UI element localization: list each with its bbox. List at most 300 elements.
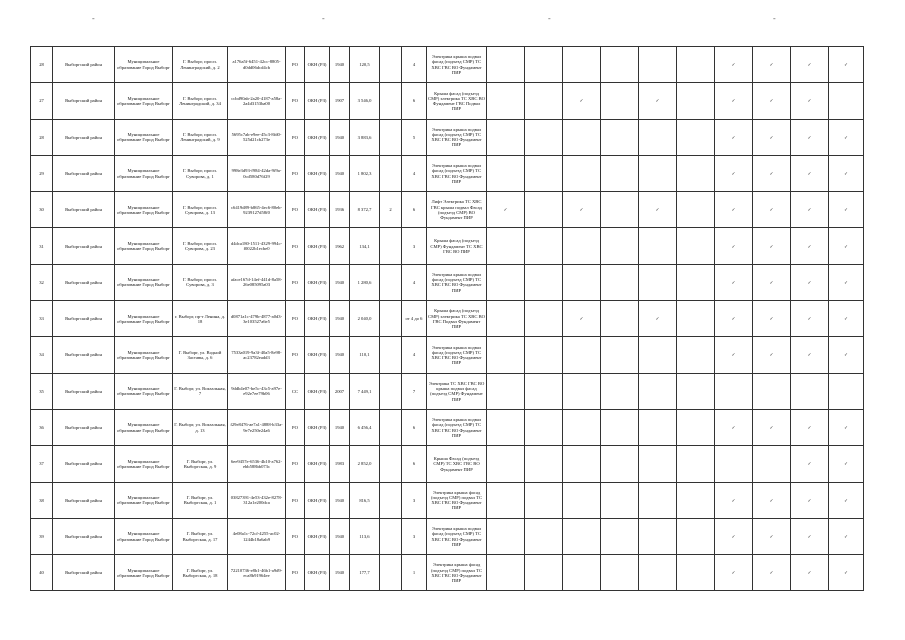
district-cell: Выборгский район xyxy=(53,192,115,228)
floors-cell: 6 xyxy=(402,83,427,119)
municipality-cell: Муниципальное образование Город Выборг xyxy=(115,119,173,155)
scan-mark: - xyxy=(322,14,325,23)
check-cell xyxy=(753,482,791,518)
checkmark-icon: ✓ xyxy=(844,570,848,576)
check-cell xyxy=(487,482,525,518)
fias-code-cell: ccbd90ab-2a20-4187-a58a-2a4d3153ba00 xyxy=(228,83,286,119)
extra-cell xyxy=(380,119,402,155)
housing-register-table xyxy=(30,46,864,591)
check-cell xyxy=(715,409,753,445)
checkmark-icon: ✓ xyxy=(769,497,774,503)
table-row xyxy=(31,228,864,264)
municipality-cell: Муниципальное образование Город Выборг xyxy=(115,301,173,337)
check-cell xyxy=(601,192,639,228)
checkmark-icon: ✓ xyxy=(731,279,736,285)
row-number: 37 xyxy=(31,446,53,482)
area-cell: 1 280,6 xyxy=(350,264,380,300)
check-cell xyxy=(677,409,715,445)
extra-cell xyxy=(380,446,402,482)
works-list-cell: Электрика крыша фасад (подъезд СМР) подвал ТС ХВС ГВС ВО Фундамент ПИР xyxy=(427,555,487,591)
extra-cell xyxy=(380,518,402,554)
district-cell: Выборгский район xyxy=(53,155,115,191)
year-cell: 1940 xyxy=(330,555,350,591)
check-cell xyxy=(639,518,677,554)
scan-mark: - xyxy=(92,14,95,23)
checkmark-icon: ✓ xyxy=(769,279,774,285)
checkmark-icon: ✓ xyxy=(731,352,736,358)
works-list-cell: Крыша Фасад (подъезд СМР) ТС ХВС ГВС ВО Фундамент ПИР xyxy=(427,446,487,482)
check-cell xyxy=(563,337,601,373)
ownership-cell: РО xyxy=(286,192,305,228)
ownership-cell: РО xyxy=(286,47,305,83)
ownership-cell: РО xyxy=(286,301,305,337)
object-type-cell: ОКН (РЗ) xyxy=(305,409,330,445)
check-cell xyxy=(563,192,601,228)
year-cell: 1940 xyxy=(330,119,350,155)
area-cell: 110,1 xyxy=(350,337,380,373)
row-number: 40 xyxy=(31,555,53,591)
row-number: 35 xyxy=(31,373,53,409)
ownership-cell: СС xyxy=(286,373,305,409)
ownership-cell: РО xyxy=(286,409,305,445)
check-cell xyxy=(677,337,715,373)
checkmark-icon: ✓ xyxy=(807,425,812,431)
fias-code-cell: 4e08a1c-72cf-4255-ac02-1244b18a6ab9 xyxy=(228,518,286,554)
area-cell: 6 456,4 xyxy=(350,409,380,445)
area-cell: 3 546,0 xyxy=(350,83,380,119)
check-cell xyxy=(487,47,525,83)
check-cell xyxy=(791,409,829,445)
checkmark-icon: ✓ xyxy=(655,98,660,104)
check-cell xyxy=(829,83,864,119)
check-cell xyxy=(753,47,791,83)
check-cell xyxy=(791,518,829,554)
check-cell xyxy=(601,47,639,83)
fias-code-cell: 7533a019-9a3f-40a5-8e98-ac23782eadd3 xyxy=(228,337,286,373)
check-cell xyxy=(525,155,563,191)
district-cell: Выборгский район xyxy=(53,301,115,337)
works-list-cell: Электрика крыша подвал фасад (подъезд СМР) ТС ХВС ГВС ВО Фундамент ПИР xyxy=(427,119,487,155)
extra-cell xyxy=(380,409,402,445)
check-cell xyxy=(563,446,601,482)
address-cell: Г. Выборг, просп. Суворова, д. 23 xyxy=(173,228,228,264)
check-cell xyxy=(677,47,715,83)
checkmark-icon: ✓ xyxy=(731,316,736,322)
check-cell xyxy=(487,518,525,554)
fias-code-cell: 03827391-4e53-432e-8278-312a1e200dca xyxy=(228,482,286,518)
checkmark-icon: ✓ xyxy=(807,461,812,467)
municipality-cell: Муниципальное образование Город Выборг xyxy=(115,555,173,591)
address-cell: Г. Выборг, просп. Ленинградский, д. 2 xyxy=(173,47,228,83)
municipality-cell: Муниципальное образование Город Выборг xyxy=(115,518,173,554)
district-cell: Выборгский район xyxy=(53,337,115,373)
check-cell xyxy=(601,555,639,591)
check-cell xyxy=(525,446,563,482)
check-cell xyxy=(525,337,563,373)
check-cell xyxy=(601,373,639,409)
check-cell xyxy=(601,301,639,337)
row-number: 34 xyxy=(31,337,53,373)
checkmark-icon: ✓ xyxy=(844,352,848,358)
check-cell xyxy=(753,518,791,554)
extra-cell xyxy=(380,482,402,518)
check-cell xyxy=(791,337,829,373)
check-cell xyxy=(487,228,525,264)
object-type-cell: ОКН (РЗ) xyxy=(305,155,330,191)
year-cell: 1936 xyxy=(330,192,350,228)
address-cell: Г. Выборг, просп. Суворова, д. 3 xyxy=(173,264,228,300)
checkmark-icon: ✓ xyxy=(655,207,660,213)
checkmark-icon: ✓ xyxy=(807,62,812,68)
fias-code-cell: aface167d-14ef-441d-8a58-26e085095a03 xyxy=(228,264,286,300)
ownership-cell: РО xyxy=(286,337,305,373)
object-type-cell: ОКН (РЗ) xyxy=(305,301,330,337)
object-type-cell: ОКН (РЗ) xyxy=(305,119,330,155)
check-cell xyxy=(677,264,715,300)
fias-code-cell: 998e3d93-f984-42da-9f9a-0cd580d76f29 xyxy=(228,155,286,191)
check-cell xyxy=(791,555,829,591)
object-type-cell: ОКН (РЗ) xyxy=(305,264,330,300)
check-cell xyxy=(715,518,753,554)
ownership-cell: РО xyxy=(286,228,305,264)
district-cell: Выборгский район xyxy=(53,228,115,264)
ownership-cell: РО xyxy=(286,119,305,155)
check-cell xyxy=(487,446,525,482)
check-cell xyxy=(791,446,829,482)
address-cell: Г. Выборг, ул. Вокзальная, 7 xyxy=(173,373,228,409)
floors-cell: 3 xyxy=(402,228,427,264)
row-number: 28 xyxy=(31,119,53,155)
check-cell xyxy=(715,264,753,300)
floors-cell: 4 xyxy=(402,337,427,373)
check-cell xyxy=(525,119,563,155)
checkmark-icon: ✓ xyxy=(807,243,812,249)
object-type-cell: ОКН (РЗ) xyxy=(305,446,330,482)
check-cell xyxy=(677,192,715,228)
check-cell xyxy=(563,301,601,337)
checkmark-icon: ✓ xyxy=(579,98,584,104)
checkmark-icon: ✓ xyxy=(769,170,774,176)
area-cell: 2 852,0 xyxy=(350,446,380,482)
checkmark-icon: ✓ xyxy=(807,134,812,140)
works-list-cell: Электрика крыша подвал фасад (подъезд СМР) ТС ХВС ГВС ВО Фундамент ПИР xyxy=(427,47,487,83)
check-cell xyxy=(487,155,525,191)
checkmark-icon: ✓ xyxy=(807,352,812,358)
scan-mark: - xyxy=(773,14,776,23)
check-cell xyxy=(487,264,525,300)
check-cell xyxy=(715,192,753,228)
object-type-cell: ОКН (РЗ) xyxy=(305,228,330,264)
checkmark-icon: ✓ xyxy=(844,243,848,249)
check-cell xyxy=(601,228,639,264)
works-list-cell: Лифт Электрика ТС ХВС ГВС крыша подвал Фасад (подъезд СМР) ВО Фундамент ПИР xyxy=(427,192,487,228)
table-row xyxy=(31,409,864,445)
check-cell xyxy=(677,555,715,591)
year-cell: 1907 xyxy=(330,83,350,119)
table-row xyxy=(31,155,864,191)
address-cell: Г. Выборг, ул. Выборгская, д. 17 xyxy=(173,518,228,554)
check-cell xyxy=(677,482,715,518)
checkmark-icon: ✓ xyxy=(769,243,774,249)
check-cell xyxy=(639,446,677,482)
check-cell xyxy=(753,555,791,591)
fias-code-cell: d0871a1c-479b-4877-a0d3-3e103527a6e5 xyxy=(228,301,286,337)
works-list-cell: Крыша фасад (подъезд СМР) электрика ТС ХВС ВО ГВС Подвал Фундамент ПИР xyxy=(427,301,487,337)
fias-code-cell: 6ee9457e-6536-4b10-a762-ebb588bb073c xyxy=(228,446,286,482)
check-cell xyxy=(639,83,677,119)
check-cell xyxy=(753,83,791,119)
checkmark-icon: ✓ xyxy=(731,98,736,104)
extra-cell xyxy=(380,83,402,119)
check-cell xyxy=(829,409,864,445)
row-number: 33 xyxy=(31,301,53,337)
address-cell: Г. Выборг, ул. Выборгская, д. 9 xyxy=(173,446,228,482)
table-row xyxy=(31,373,864,409)
area-cell: 7 449,1 xyxy=(350,373,380,409)
check-cell xyxy=(715,47,753,83)
check-cell xyxy=(791,83,829,119)
municipality-cell: Муниципальное образование Город Выборг xyxy=(115,192,173,228)
check-cell xyxy=(829,555,864,591)
ownership-cell: РО xyxy=(286,446,305,482)
check-cell xyxy=(791,373,829,409)
checkmark-icon: ✓ xyxy=(844,461,848,467)
ownership-cell: РО xyxy=(286,482,305,518)
area-cell: 1 802,3 xyxy=(350,155,380,191)
check-cell xyxy=(601,446,639,482)
check-cell xyxy=(525,228,563,264)
check-cell xyxy=(639,301,677,337)
address-cell: г. Выборг, пр-т Ленина, д. 18 xyxy=(173,301,228,337)
row-number: 29 xyxy=(31,155,53,191)
check-cell xyxy=(677,373,715,409)
municipality-cell: Муниципальное образование Город Выборг xyxy=(115,446,173,482)
area-cell: 8 372,7 xyxy=(350,192,380,228)
district-cell: Выборгский район xyxy=(53,518,115,554)
check-cell xyxy=(829,155,864,191)
address-cell: Г. Выборг, просп. Суворова, д. 13 xyxy=(173,192,228,228)
object-type-cell: ОКН (РЗ) xyxy=(305,83,330,119)
floors-cell: 6 xyxy=(402,446,427,482)
check-cell xyxy=(715,228,753,264)
check-cell xyxy=(639,373,677,409)
check-cell xyxy=(791,119,829,155)
checkmark-icon: ✓ xyxy=(731,570,736,576)
checkmark-icon: ✓ xyxy=(769,352,774,358)
area-cell: 3 883,6 xyxy=(350,119,380,155)
works-list-cell: Электрика крыша фасад (подъезд СМР) подвал ТС ХВС ГВС ВО Фундамент ПИР xyxy=(427,482,487,518)
checkmark-icon: ✓ xyxy=(807,570,812,576)
check-cell xyxy=(829,301,864,337)
fias-code-cell: a176a5f-6451-42cc-8805-d0dd06dcd4cb xyxy=(228,47,286,83)
check-cell xyxy=(791,47,829,83)
year-cell: 1940 xyxy=(330,409,350,445)
check-cell xyxy=(639,264,677,300)
checkmark-icon: ✓ xyxy=(807,533,812,539)
check-cell xyxy=(639,482,677,518)
check-cell xyxy=(601,518,639,554)
table-body xyxy=(31,47,864,591)
check-cell xyxy=(791,192,829,228)
table-row xyxy=(31,119,864,155)
checkmark-icon: ✓ xyxy=(844,316,848,322)
row-number: 32 xyxy=(31,264,53,300)
checkmark-icon: ✓ xyxy=(807,316,812,322)
ownership-cell: РО xyxy=(286,264,305,300)
check-cell xyxy=(715,373,753,409)
extra-cell xyxy=(380,228,402,264)
check-cell xyxy=(525,409,563,445)
year-cell: 1940 xyxy=(330,482,350,518)
municipality-cell: Муниципальное образование Город Выборг xyxy=(115,155,173,191)
floors-cell: 1 xyxy=(402,555,427,591)
check-cell xyxy=(563,482,601,518)
check-cell xyxy=(715,83,753,119)
check-cell xyxy=(525,518,563,554)
year-cell: 1940 xyxy=(330,264,350,300)
floors-cell: 3 xyxy=(402,518,427,554)
check-cell xyxy=(715,301,753,337)
checkmark-icon: ✓ xyxy=(807,497,812,503)
works-list-cell: Электрика ТС ХВС ГВС ВО крыша подвал фасад (подъезд СМР) Фундамент ПИР xyxy=(427,373,487,409)
check-cell xyxy=(791,264,829,300)
works-list-cell: Электрика крыша подвал фасад (подъезд СМР) ТС ХВС ГВС ВО Фундамент ПИР xyxy=(427,155,487,191)
district-cell: Выборгский район xyxy=(53,264,115,300)
checkmark-icon: ✓ xyxy=(731,425,736,431)
check-cell xyxy=(753,119,791,155)
check-cell xyxy=(487,373,525,409)
row-number: 31 xyxy=(31,228,53,264)
area-cell: 177,7 xyxy=(350,555,380,591)
checkmark-icon: ✓ xyxy=(769,62,774,68)
check-cell xyxy=(753,446,791,482)
district-cell: Выборгский район xyxy=(53,373,115,409)
table-row xyxy=(31,264,864,300)
ownership-cell: РО xyxy=(286,83,305,119)
checkmark-icon: ✓ xyxy=(807,98,812,104)
extra-cell xyxy=(380,373,402,409)
check-cell xyxy=(639,409,677,445)
district-cell: Выборгский район xyxy=(53,482,115,518)
check-cell xyxy=(829,47,864,83)
object-type-cell: ОКН (РЗ) xyxy=(305,47,330,83)
check-cell xyxy=(753,228,791,264)
floors-cell: 4 xyxy=(402,155,427,191)
row-number: 27 xyxy=(31,83,53,119)
checkmark-icon: ✓ xyxy=(844,497,848,503)
address-cell: Г. Выборг, ул. Вокзальная, д. 13 xyxy=(173,409,228,445)
check-cell xyxy=(525,83,563,119)
check-cell xyxy=(753,264,791,300)
object-type-cell: ОКН (РЗ) xyxy=(305,482,330,518)
check-cell xyxy=(563,264,601,300)
checkmark-icon: ✓ xyxy=(731,533,736,539)
object-type-cell: ОКН (РЗ) xyxy=(305,518,330,554)
check-cell xyxy=(639,555,677,591)
year-cell: 1983 xyxy=(330,446,350,482)
area-cell: 2 040,0 xyxy=(350,301,380,337)
year-cell: 1940 xyxy=(330,47,350,83)
check-cell xyxy=(525,47,563,83)
works-list-cell: Электрика крыша подвал фасад (подъезд СМР) ТС ХВС ГВС ВО Фундамент ПИР xyxy=(427,518,487,554)
year-cell: 1940 xyxy=(330,518,350,554)
checkmark-icon: ✓ xyxy=(807,279,812,285)
check-cell xyxy=(753,337,791,373)
checkmark-icon: ✓ xyxy=(655,316,660,322)
check-cell xyxy=(563,373,601,409)
extra-cell xyxy=(380,301,402,337)
check-cell xyxy=(601,482,639,518)
district-cell: Выборгский район xyxy=(53,409,115,445)
check-cell xyxy=(753,373,791,409)
check-cell xyxy=(563,47,601,83)
check-cell xyxy=(677,119,715,155)
checkmark-icon: ✓ xyxy=(844,62,848,68)
checkmark-icon: ✓ xyxy=(731,134,736,140)
check-cell xyxy=(487,301,525,337)
row-number: 30 xyxy=(31,192,53,228)
municipality-cell: Муниципальное образование Город Выборг xyxy=(115,482,173,518)
check-cell xyxy=(487,409,525,445)
checkmark-icon: ✓ xyxy=(844,134,848,140)
check-cell xyxy=(829,446,864,482)
scan-mark: - xyxy=(548,14,551,23)
checkmark-icon: ✓ xyxy=(769,425,774,431)
year-cell: 1962 xyxy=(330,228,350,264)
check-cell xyxy=(715,119,753,155)
check-cell xyxy=(677,301,715,337)
check-cell xyxy=(791,228,829,264)
checkmark-icon: ✓ xyxy=(503,207,508,213)
check-cell xyxy=(677,446,715,482)
table-row xyxy=(31,192,864,228)
row-number: 28 xyxy=(31,47,53,83)
fias-code-cell: d4dca180-1511-4329-994c-f0022b1ecbe0 xyxy=(228,228,286,264)
municipality-cell: Муниципальное образование Город Выборг xyxy=(115,228,173,264)
object-type-cell: ОКН (РЗ) xyxy=(305,337,330,373)
check-cell xyxy=(563,518,601,554)
floors-cell: 7 xyxy=(402,373,427,409)
district-cell: Выборгский район xyxy=(53,555,115,591)
extra-cell xyxy=(380,155,402,191)
scan-top-marks xyxy=(0,0,905,30)
check-cell xyxy=(563,119,601,155)
check-cell xyxy=(715,446,753,482)
floors-cell: 4 xyxy=(402,264,427,300)
ownership-cell: РО xyxy=(286,155,305,191)
fias-code-cell: c6419d89-b865-4ec6-80eb-9239127d58f0 xyxy=(228,192,286,228)
check-cell xyxy=(563,228,601,264)
check-cell xyxy=(677,83,715,119)
check-cell xyxy=(525,555,563,591)
row-number: 39 xyxy=(31,518,53,554)
checkmark-icon: ✓ xyxy=(769,98,774,104)
check-cell xyxy=(639,155,677,191)
year-cell: 1940 xyxy=(330,337,350,373)
check-cell xyxy=(639,337,677,373)
check-cell xyxy=(487,555,525,591)
check-cell xyxy=(753,301,791,337)
check-cell xyxy=(829,264,864,300)
check-cell xyxy=(753,409,791,445)
check-cell xyxy=(715,555,753,591)
ownership-cell: РО xyxy=(286,518,305,554)
district-cell: Выборгский район xyxy=(53,119,115,155)
check-cell xyxy=(487,337,525,373)
address-cell: Г. Выборг, просп. Суворова, д. 1 xyxy=(173,155,228,191)
floors-cell: 3 xyxy=(402,482,427,518)
check-cell xyxy=(601,264,639,300)
